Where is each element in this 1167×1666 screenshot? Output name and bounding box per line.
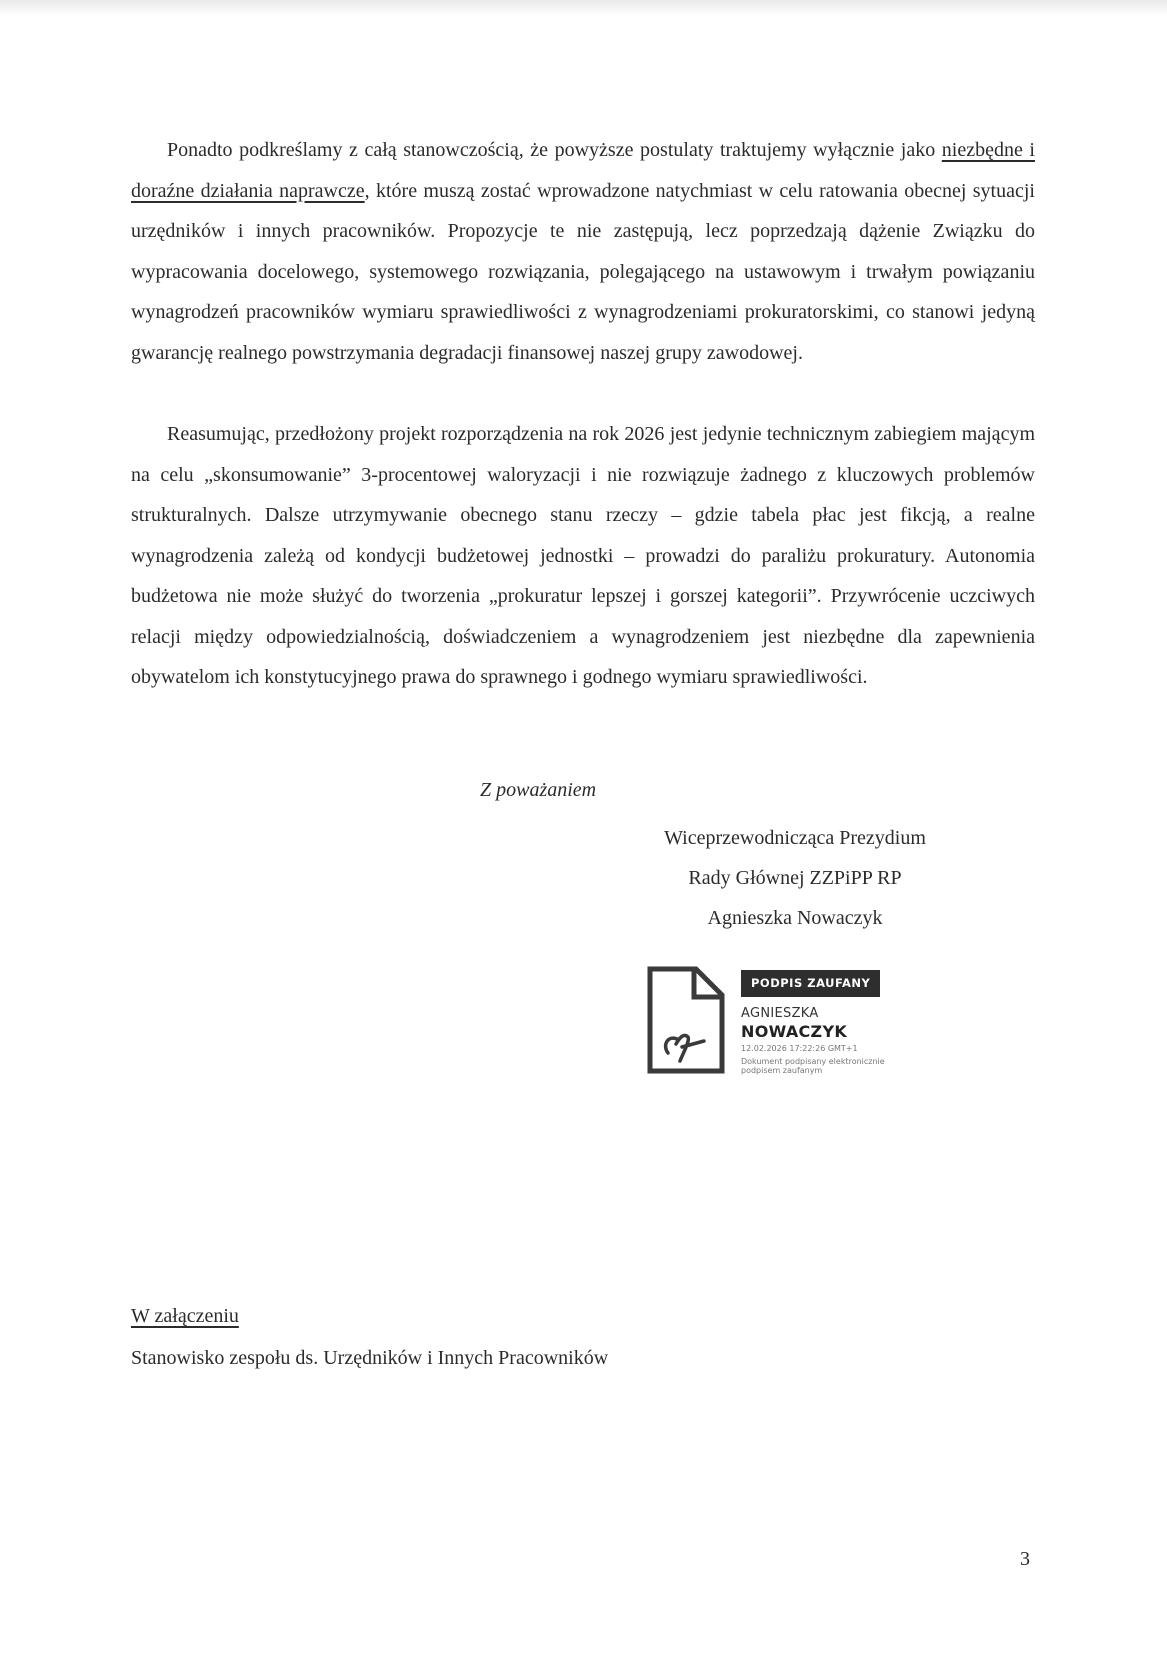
attachment-item: Stanowisko zespołu ds. Urzędników i Innych Pracowników xyxy=(131,1347,609,1369)
paragraph-1 xyxy=(131,130,1035,373)
page-top-shadow xyxy=(0,0,1167,16)
stamp-first-name: AGNIESZKA xyxy=(741,1006,819,1021)
paragraph-1-start: Ponadto podkreślamy z całą stanowczością, że powyższe postulaty traktujemy wyłącznie jako xyxy=(167,139,942,161)
stamp-badge: PODPIS ZAUFANY xyxy=(741,970,880,997)
signatory-name: Agnieszka Nowaczyk xyxy=(707,907,883,929)
signatory-role-line-2: Rady Głównej ZZPiPP RP xyxy=(688,867,902,889)
stamp-datetime: 12.02.2026 17:22:26 GMT+1 xyxy=(741,1044,858,1053)
trusted-signature-stamp xyxy=(646,965,916,1075)
signature-block xyxy=(630,818,960,938)
attachments-title: W załączeniu xyxy=(131,1305,239,1327)
paragraph-1-underlined: niezbędne i doraźne działania naprawcze xyxy=(131,139,1035,202)
signed-document-icon xyxy=(646,965,726,1075)
closing-phrase: Z poważaniem xyxy=(480,779,597,801)
page-number: 3 xyxy=(1020,1548,1030,1570)
stamp-last-name: NOWACZYK xyxy=(741,1022,848,1041)
paragraph-2: Reasumując, przedłożony projekt rozporządzenia na rok 2026 jest jedynie technicznym zabiegiem mającym na celu „skonsumowanie” 3-procentowej waloryzacji i nie rozwiązuje żadnego z kluczowych problemów strukturalnych. Dalsze utrzymywanie obecnego stanu rzeczy – gdzie tabela płac jest fikcją, a realne wynagrodzenia zależą od kondycji budżetowej jednostki – prowadzi do paraliżu prokuratury. Autonomia budżetowa nie może służyć do tworzenia „prokuratur lepszej i gorszej kategorii”. Przywrócenie uczciwych relacji między odpowiedzialnością, doświadczeniem a wynagrodzeniem jest niezbędne dla zapewnienia obywatelom ich konstytucyjnego prawa do sprawnego i godnego wymiaru sprawiedliwości. xyxy=(131,423,1035,688)
stamp-note: Dokument podpisany elektronicznie podpisem zaufanym xyxy=(741,1057,885,1075)
signatory-role-line-1: Wiceprzewodnicząca Prezydium xyxy=(664,827,926,849)
paragraph-1-end: , które muszą zostać wprowadzone natychmiast w celu ratowania obecnej sytuacji urzędników i innych pracowników. Propozycje te nie zastępują, lecz poprzedzają dążenie Związku do wypracowania docelowego, systemowego rozwiązania, polegającego na ustawowym i trwałym powiązaniu wynagrodzeń pracowników wymiaru sprawiedliwości z wynagrodzeniami prokuratorskimi, co stanowi jedyną gwarancję realnego powstrzymania degradacji finansowej naszej grupy zawodowej. xyxy=(131,179,1035,364)
